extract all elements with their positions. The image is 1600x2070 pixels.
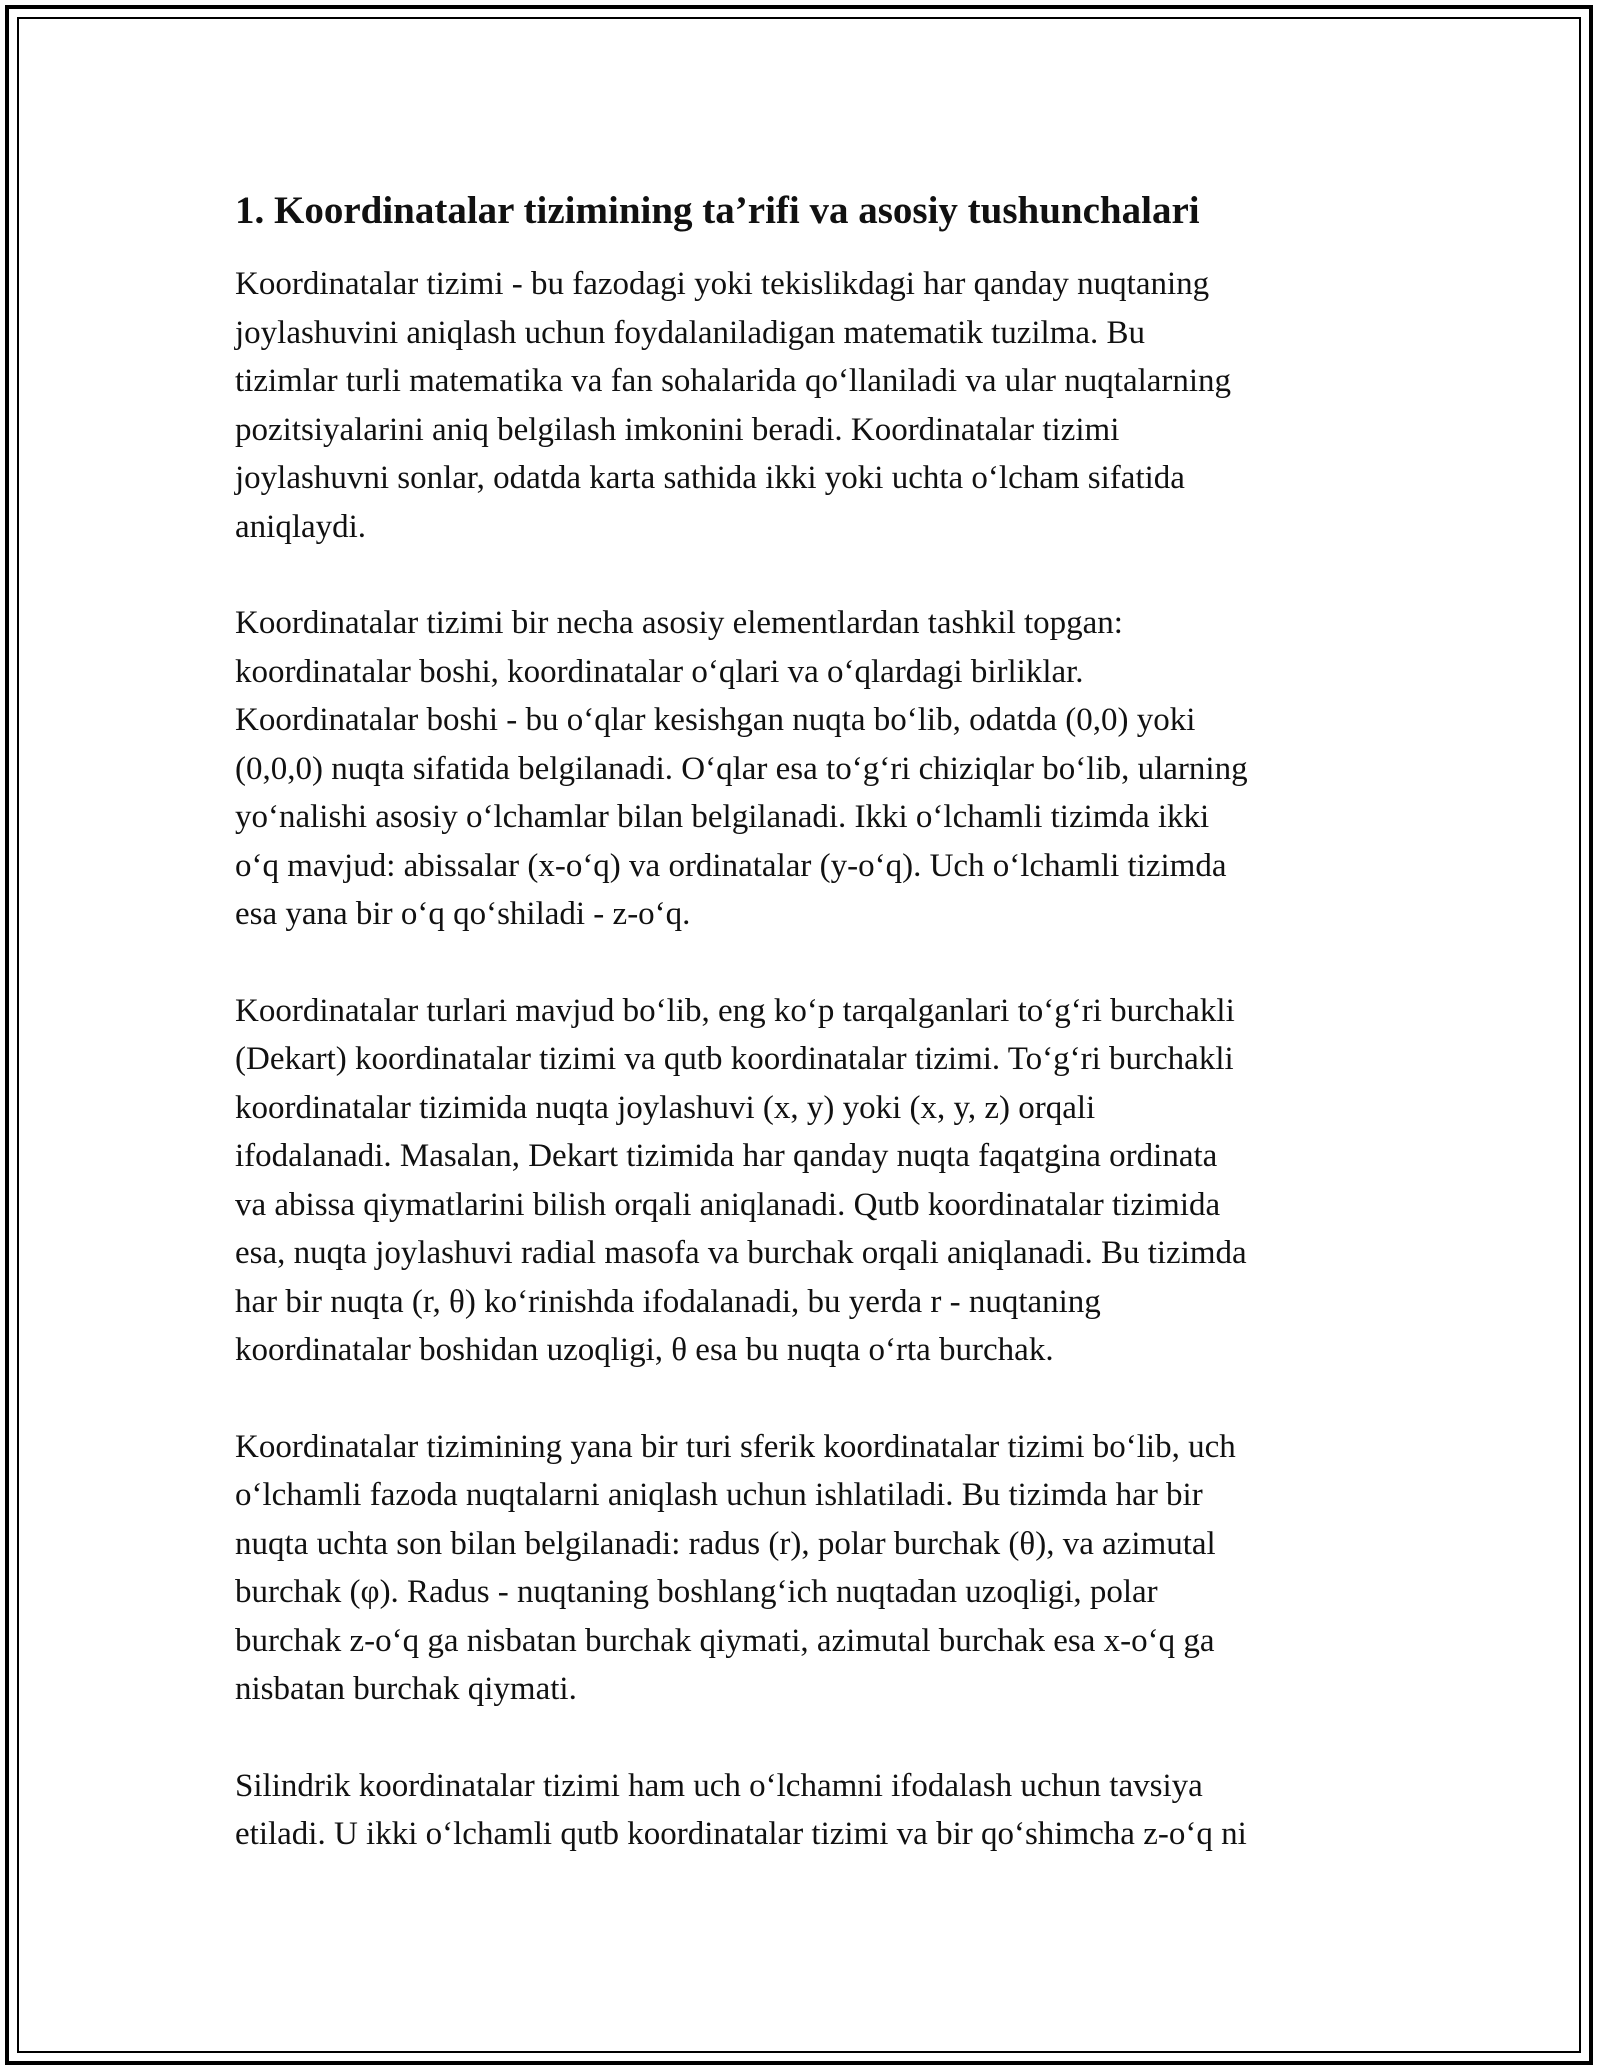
paragraph-2: Koordinatalar tizimi bir necha asosiy elementlardan tashkil topgan: koordinatalar boshi, koordinatalar o‘qlari va o‘qlardagi birliklar. Koordinatalar boshi - bu o‘qlar kesishgan nuqta bo‘lib, odatda (0,0) yoki (0,0,0) nuqta sifatida belgilanadi. O‘qlar esa to‘g‘ri chiziqlar bo‘lib, ularning yo‘nalishi asosiy o‘lchamlar bilan belgilanadi. Ikki o‘lchamli tizimda ikki o‘q mavjud: abissalar (x-o‘q) va ordinatalar (y-o‘q). Uch o‘lchamli tizimda esa yana bir o‘q qo‘shiladi - z-o‘q.	[235, 605, 1248, 932]
paragraph-1: Koordinatalar tizimi - bu fazodagi yoki tekislikdagi har qanday nuqtaning joylashuvini aniqlash uchun foydalaniladigan matematik tuzilma. Bu tizimlar turli matematika va fan sohalarida qo‘llaniladi va ular nuqtalarning pozitsiyalarini aniq belgilash imkonini beradi. Koordinatalar tizimi joylashuvni sonlar, odatda karta sathida ikki yoki uchta o‘lcham sifatida aniqlaydi.	[235, 266, 1232, 545]
document-body	[235, 185, 1375, 1907]
section-heading: 1. Koordinatalar tizimining ta’rifi va asosiy tushunchalari	[235, 189, 1200, 232]
paragraph-3: Koordinatalar turlari mavjud bo‘lib, eng ko‘p tarqalganlari to‘g‘ri burchakli (Dekart) koordinatalar tizimi va qutb koordinatalar tizimi. To‘g‘ri burchakli koordinatalar tizimida nuqta joylashuvi (x, y) yoki (x, y, z) orqali ifodalanadi. Masalan, Dekart tizimida har qanday nuqta faqatgina ordinata va abissa qiymatlarini bilish orqali aniqlanadi. Qutb koordinatalar tizimida esa, nuqta joylashuvi radial masofa va burchak orqali aniqlanadi. Bu tizimda har bir nuqta (r, θ) ko‘rinishda ifodalanadi, bu yerda r - nuqtaning koordinatalar boshidan uzoqligi, θ esa bu nuqta o‘rta burchak.	[235, 992, 1247, 1368]
paragraph-4: Koordinatalar tizimining yana bir turi sferik koordinatalar tizimi bo‘lib, uch o‘lchamli fazoda nuqtalarni aniqlash uchun ishlatiladi. Bu tizimda har bir nuqta uchta son bilan belgilanadi: radus (r), polar burchak (θ), va azimutal burchak (φ). Radus - nuqtaning boshlang‘ich nuqtadan uzoqligi, polar burchak z-o‘q ga nisbatan burchak qiymati, azimutal burchak esa x-o‘q ga nisbatan burchak qiymati.	[235, 1428, 1236, 1707]
paragraph-5: Silindrik koordinatalar tizimi ham uch o‘lchamni ifodalash uchun tavsiya etiladi. U ikki o‘lchamli qutb koordinatalar tizimi va bir qo‘shimcha z-o‘q ni	[235, 1767, 1247, 1852]
